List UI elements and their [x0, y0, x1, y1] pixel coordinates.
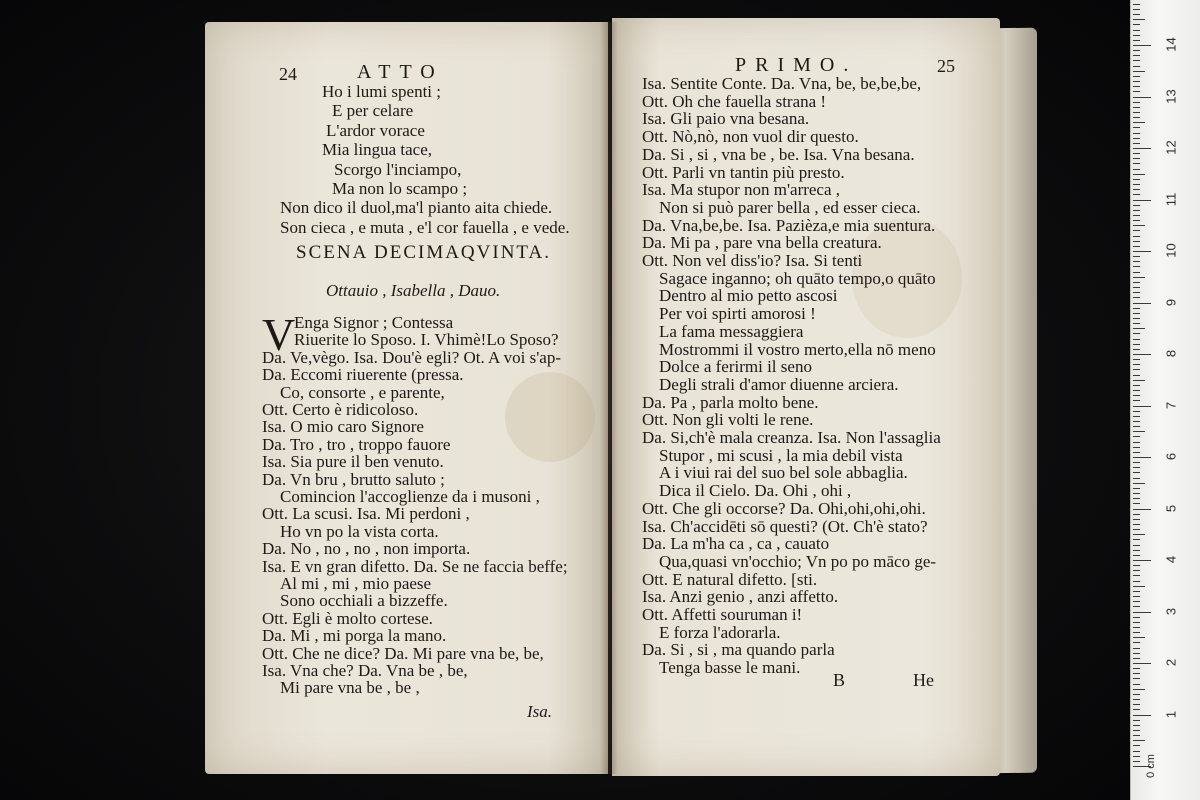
- ruler-tick: [1133, 689, 1145, 690]
- ruler-tick: [1133, 622, 1140, 623]
- text-line: Per voi spirti amorosi !: [659, 304, 816, 324]
- ruler-tick: [1133, 390, 1140, 391]
- ruler-tick: [1133, 179, 1140, 180]
- text-line: Da. Mi , mi porga la mano.: [262, 626, 447, 646]
- text-line: Da. Si , si , vna be , be. Isa. Vna besana.: [642, 144, 915, 164]
- ruler-tick: [1133, 169, 1140, 170]
- ruler-tick: [1133, 730, 1140, 731]
- text-line: Qua,quasi vn'occhio; Vn po po māco ge-: [659, 551, 937, 571]
- ruler-tick: [1133, 735, 1140, 736]
- ruler-tick: [1133, 570, 1140, 571]
- text-line: Ott. Oh che fauella strana !: [642, 91, 827, 111]
- ruler-tick: [1133, 143, 1140, 144]
- ruler-tick: [1133, 400, 1140, 401]
- text-line: Da. Eccomi riuerente (pressa.: [262, 365, 464, 385]
- ruler-tick: [1133, 678, 1140, 679]
- ruler-tick: [1133, 545, 1140, 546]
- ruler-tick: [1133, 498, 1140, 499]
- text-line: A i viui rai del suo bel sole abbaglia.: [659, 463, 908, 483]
- ruler-tick: [1133, 426, 1140, 427]
- ruler-tick: [1133, 328, 1145, 329]
- ruler-tick: [1133, 452, 1140, 453]
- ruler-tick: [1133, 519, 1140, 520]
- ruler-tick: [1133, 586, 1145, 587]
- ruler-tick: [1133, 637, 1145, 638]
- text-line: Dentro al mio petto ascosi: [659, 286, 838, 306]
- text-line: Da. La m'ha ca , ca , cauato: [642, 534, 830, 554]
- ruler-tick: [1133, 529, 1140, 530]
- ruler-number: 11: [1163, 192, 1179, 206]
- ruler-number: 1: [1163, 710, 1179, 718]
- text-line: Ho i lumi spenti ;: [322, 82, 441, 101]
- ruler-tick: [1133, 153, 1140, 154]
- text-line: E per celare: [332, 101, 414, 121]
- ruler-tick: [1133, 534, 1145, 535]
- text-line: Da. Si , si , ma quando parla: [642, 640, 835, 660]
- ruler-number: 7: [1163, 401, 1179, 409]
- ruler-tick: [1133, 318, 1140, 319]
- text-line: Isa. O mio caro Signore: [262, 417, 424, 437]
- ruler-number: 8: [1163, 349, 1179, 358]
- ruler-tick: [1133, 627, 1140, 628]
- ruler-tick: [1133, 684, 1140, 685]
- text-line: Isa. Sentite Conte. Da. Vna, be, be,be,be,: [642, 74, 922, 93]
- ruler-tick: [1133, 333, 1140, 334]
- ruler-number: 13: [1163, 88, 1179, 104]
- text-line: Sono occhiali a bizzeffe.: [280, 591, 448, 611]
- ruler-tick: [1133, 642, 1140, 643]
- text-line: Ma non lo scampo ;: [332, 179, 468, 198]
- ruler-tick: [1133, 210, 1140, 211]
- ruler-tick: [1133, 653, 1140, 654]
- right-catchword: He: [913, 670, 934, 690]
- ruler-tick: [1133, 354, 1151, 355]
- text-line: Ott. E natural difetto. [sti.: [642, 569, 818, 589]
- ruler-tick: [1133, 35, 1140, 36]
- ruler-tick: [1133, 612, 1151, 613]
- text-line: La fama messaggiera: [659, 321, 804, 341]
- ruler-tick: [1133, 601, 1140, 602]
- drop-cap-letter: V: [262, 309, 296, 360]
- text-line: Isa. E vn gran difetto. Da. Se ne faccia beffe;: [262, 556, 568, 576]
- text-line: Isa. Sia pure il ben venuto.: [262, 452, 444, 472]
- ruler-tick: [1133, 488, 1140, 489]
- ruler-tick: [1133, 14, 1140, 15]
- text-line: Mi pare vna be , be ,: [280, 678, 420, 698]
- ruler-tick: [1133, 148, 1151, 149]
- ruler-tick: [1133, 40, 1140, 41]
- ruler-number: 4: [1163, 555, 1179, 564]
- ruler-number: [1164, 0, 1179, 5]
- ruler-tick: [1133, 55, 1140, 56]
- ruler-tick: [1133, 725, 1140, 726]
- ruler-tick: [1133, 81, 1140, 82]
- ruler-tick: [1133, 272, 1140, 273]
- ruler-tick: [1133, 509, 1151, 510]
- ruler-tick: [1133, 462, 1140, 463]
- ruler-number: 12: [1163, 140, 1179, 155]
- ruler-tick: [1133, 709, 1140, 710]
- ruler-tick: [1133, 282, 1140, 283]
- ruler-tick: [1133, 436, 1140, 437]
- ruler-tick: [1133, 406, 1151, 407]
- text-line: Riuerite lo Sposo. I. Vhimè!Lo Sposo?: [294, 330, 559, 350]
- text-line: Da. Vn bru , brutto saluto ;: [262, 469, 445, 489]
- ruler-tick: [1133, 297, 1140, 298]
- ruler-tick: [1133, 694, 1140, 695]
- ruler-tick: [1133, 606, 1140, 607]
- ruler-tick: [1133, 416, 1140, 417]
- right-running-head: PRIMO.: [735, 54, 858, 76]
- ruler-tick: [1133, 555, 1140, 556]
- ruler-tick: [1133, 457, 1151, 458]
- ruler-tick: [1133, 478, 1140, 479]
- ruler-tick: [1133, 617, 1140, 618]
- ruler-tick: [1133, 421, 1140, 422]
- ruler-tick: [1133, 663, 1151, 664]
- ruler-tick: [1133, 91, 1140, 92]
- ruler-tick: [1133, 308, 1140, 309]
- ruler-tick: [1133, 277, 1145, 278]
- ruler-tick: [1133, 4, 1140, 5]
- text-line: Da. Tro , tro , troppo fauore: [262, 434, 451, 454]
- ruler-tick: [1133, 323, 1140, 324]
- ruler-tick: [1133, 385, 1140, 386]
- text-line: Sagace inganno; oh quāto tempo,o quāto: [659, 268, 936, 288]
- text-line: Isa. Vna che? Da. Vna be , be,: [262, 661, 468, 680]
- text-line: Co, consorte , e parente,: [280, 382, 445, 402]
- text-line: Non dico il duol,ma'l pianto aita chiede.: [280, 198, 553, 218]
- ruler-tick: [1133, 581, 1140, 582]
- ruler-tick: [1133, 658, 1140, 659]
- ruler-tick: [1133, 251, 1151, 252]
- text-line: Da. Pa , parla molto bene.: [642, 392, 819, 412]
- text-line: Son cieca , e muta , e'l cor fauella , e vede.: [280, 217, 570, 237]
- ruler-tick: [1133, 86, 1140, 87]
- ruler-tick: [1133, 66, 1140, 67]
- ruler-tick: [1133, 133, 1140, 134]
- text-line: Non si può parer bella , ed esser cieca.: [659, 197, 921, 217]
- text-line: Stupor , mi scusi , la mia debil vista: [659, 445, 903, 465]
- ruler-tick: [1133, 364, 1140, 365]
- text-line: Al mi , mi , mio paese: [280, 574, 432, 593]
- ruler-tick: [1133, 632, 1140, 633]
- text-line: Da. Ve,vègo. Isa. Dou'è egli? Ot. A voi s'ap-: [262, 347, 562, 367]
- ruler-tick: [1133, 127, 1140, 128]
- ruler-tick: [1133, 560, 1151, 561]
- ruler-tick: [1133, 483, 1145, 484]
- ruler-tick: [1133, 225, 1145, 226]
- ruler-tick: [1133, 97, 1151, 98]
- text-line: Ott. Parli vn tantin più presto.: [642, 162, 845, 182]
- ruler-number: 2: [1163, 658, 1179, 667]
- ruler-tick: [1133, 292, 1140, 293]
- ruler-tick: [1133, 756, 1140, 757]
- ruler-tick: [1133, 230, 1140, 231]
- left-catchword: Isa.: [527, 702, 553, 721]
- text-line: Isa. Gli paio vna besana.: [642, 109, 810, 129]
- book-gutter: [600, 22, 618, 774]
- text-line: Comincion l'accoglienze da i musoni ,: [280, 487, 540, 506]
- scene-title: SCENA DECIMAQVINTA.: [296, 242, 551, 263]
- ruler-tick: [1133, 745, 1140, 746]
- text-line: Mostrommi il vostro merto,ella nō meno: [659, 339, 936, 359]
- ruler-tick: [1133, 761, 1140, 762]
- ruler-number: 9: [1163, 298, 1179, 306]
- text-line: Da. No , no , no , non importa.: [262, 539, 471, 559]
- ruler-tick: [1133, 565, 1140, 566]
- left-running-head: ATTO: [357, 61, 444, 83]
- ruler-number: 14: [1163, 37, 1179, 52]
- ruler-tick: [1133, 447, 1140, 448]
- ruler-tick: [1133, 313, 1140, 314]
- ruler-tick: [1133, 194, 1140, 195]
- ruler-tick: [1133, 266, 1140, 267]
- ruler-tick: [1133, 493, 1140, 494]
- text-line: Degli strali d'amor diuenne arciera.: [659, 374, 899, 394]
- ruler-tick: [1133, 699, 1140, 700]
- ruler-tick: [1133, 205, 1140, 206]
- ruler-tick: [1133, 472, 1140, 473]
- ruler-unit-label: 0 cm: [1144, 754, 1157, 778]
- ruler-tick: [1133, 704, 1140, 705]
- ruler-tick: [1133, 50, 1140, 51]
- text-line: Ho vn po la vista corta.: [280, 521, 439, 541]
- ruler-tick: [1133, 215, 1140, 216]
- text-line: Scorgo l'inciampo,: [334, 159, 462, 179]
- text-line: L'ardor vorace: [326, 120, 425, 140]
- text-line: Ott. Che ne dice? Da. Mi pare vna be, be,: [262, 643, 544, 663]
- ruler-number: 5: [1163, 504, 1179, 512]
- text-line: Isa. Ch'accidēti sō questi? (Ot. Ch'è stato?: [642, 516, 928, 536]
- text-line: Da. Vna,be,be. Isa. Pazièza,e mia suentura.: [642, 215, 936, 235]
- ruler-tick: [1133, 241, 1140, 242]
- text-line: Dica il Cielo. Da. Ohi , ohi ,: [659, 481, 852, 501]
- text-line: Isa. Ma stupor non m'arreca ,: [642, 180, 841, 200]
- ruler-tick: [1133, 524, 1140, 525]
- text-line: Enga Signor ; Contessa: [294, 313, 454, 332]
- ruler-tick: [1133, 200, 1151, 201]
- ruler-tick: [1133, 246, 1140, 247]
- ruler-tick: [1133, 287, 1140, 288]
- text-line: Tenga basse le mani.: [659, 658, 801, 678]
- ruler-tick: [1133, 184, 1140, 185]
- text-line: Ott. La scusi. Isa. Mi perdoni ,: [262, 504, 470, 524]
- ruler-tick: [1133, 514, 1140, 515]
- ruler-tick: [1133, 303, 1151, 304]
- ruler-tick: [1133, 591, 1140, 592]
- ruler-tick: [1133, 380, 1145, 381]
- ruler-tick: [1133, 236, 1140, 237]
- text-line: Ott. Affetti souruman i!: [642, 605, 803, 624]
- ruler-number: 10: [1163, 243, 1179, 258]
- text-line: Ott. Non vel diss'io? Isa. Si tenti: [642, 251, 863, 270]
- ruler-tick: [1133, 163, 1140, 164]
- text-line: Ott. Certo è ridicoloso.: [262, 400, 419, 419]
- ruler-tick: [1133, 117, 1140, 118]
- ruler-tick: [1133, 431, 1145, 432]
- ruler-tick: [1133, 349, 1140, 350]
- ruler-tick: [1133, 112, 1140, 113]
- ruler-tick: [1133, 751, 1140, 752]
- ruler-tick: [1133, 596, 1140, 597]
- ruler-tick: [1133, 138, 1140, 139]
- left-folio-number: 24: [279, 64, 297, 84]
- text-line: E forza l'adorarla.: [659, 622, 781, 642]
- ruler-tick: [1133, 395, 1140, 396]
- ruler-tick: [1133, 60, 1140, 61]
- ruler-tick: [1133, 158, 1140, 159]
- ruler-tick: [1133, 71, 1145, 72]
- ruler-tick: [1133, 256, 1140, 257]
- text-line: Dolce a ferirmi il seno: [659, 357, 812, 377]
- ruler-tick: [1133, 720, 1140, 721]
- ruler-tick: [1133, 122, 1145, 123]
- ruler-tick: [1133, 467, 1140, 468]
- ruler-tick: [1133, 261, 1140, 262]
- ruler-tick: [1133, 668, 1140, 669]
- signature-mark: B: [833, 670, 846, 690]
- ruler-tick: [1133, 375, 1140, 376]
- ruler-tick: [1133, 442, 1140, 443]
- ruler-tick: [1133, 359, 1140, 360]
- text-line: Ott. Che gli occorse? Da. Ohi,ohi,ohi,ohi.: [642, 498, 926, 518]
- text-line: Ott. Nò,nò, non vuol dir questo.: [642, 127, 859, 147]
- text-line: Da. Si,ch'è mala creanza. Isa. Non l'assaglia: [642, 428, 941, 447]
- text-line: Mia lingua tace,: [322, 140, 432, 160]
- text-line: Da. Mi pa , pare vna bella creatura.: [642, 233, 882, 253]
- ruler-tick: [1133, 715, 1151, 716]
- ruler-tick: [1133, 740, 1145, 741]
- ruler-tick: [1133, 76, 1140, 77]
- text-line: Isa. Anzi genio , anzi affetto.: [642, 587, 839, 607]
- text-line: Ott. Egli è molto cortese.: [262, 608, 433, 628]
- ruler-tick: [1133, 107, 1140, 108]
- ruler-tick: [1133, 411, 1140, 412]
- right-folio-number: 25: [937, 56, 955, 76]
- ruler-tick: [1133, 369, 1140, 370]
- ruler-tick: [1133, 648, 1140, 649]
- ruler-tick: [1133, 673, 1140, 674]
- ruler-tick: [1133, 539, 1140, 540]
- ruler-tick: [1133, 30, 1140, 31]
- ruler-number: 6: [1163, 452, 1179, 461]
- ruler-tick: [1133, 220, 1140, 221]
- ruler-tick: [1133, 24, 1140, 25]
- ruler-tick: [1133, 102, 1140, 103]
- ruler-tick: [1133, 339, 1140, 340]
- ruler-tick: [1133, 9, 1140, 10]
- ruler-tick: [1133, 344, 1140, 345]
- text-line: Ott. Non gli volti le rene.: [642, 410, 814, 430]
- ruler-number: 3: [1163, 607, 1179, 615]
- ruler-tick: [1133, 575, 1140, 576]
- measurement-ruler: [1130, 0, 1200, 800]
- ruler-tick: [1133, 503, 1140, 504]
- ruler-tick: [1133, 19, 1145, 20]
- ruler-tick: [1133, 189, 1140, 190]
- character-list: Ottauio , Isabella , Dauo.: [326, 281, 501, 300]
- ruler-tick: [1133, 550, 1140, 551]
- ruler-tick: [1133, 174, 1145, 175]
- ruler-tick: [1133, 45, 1151, 46]
